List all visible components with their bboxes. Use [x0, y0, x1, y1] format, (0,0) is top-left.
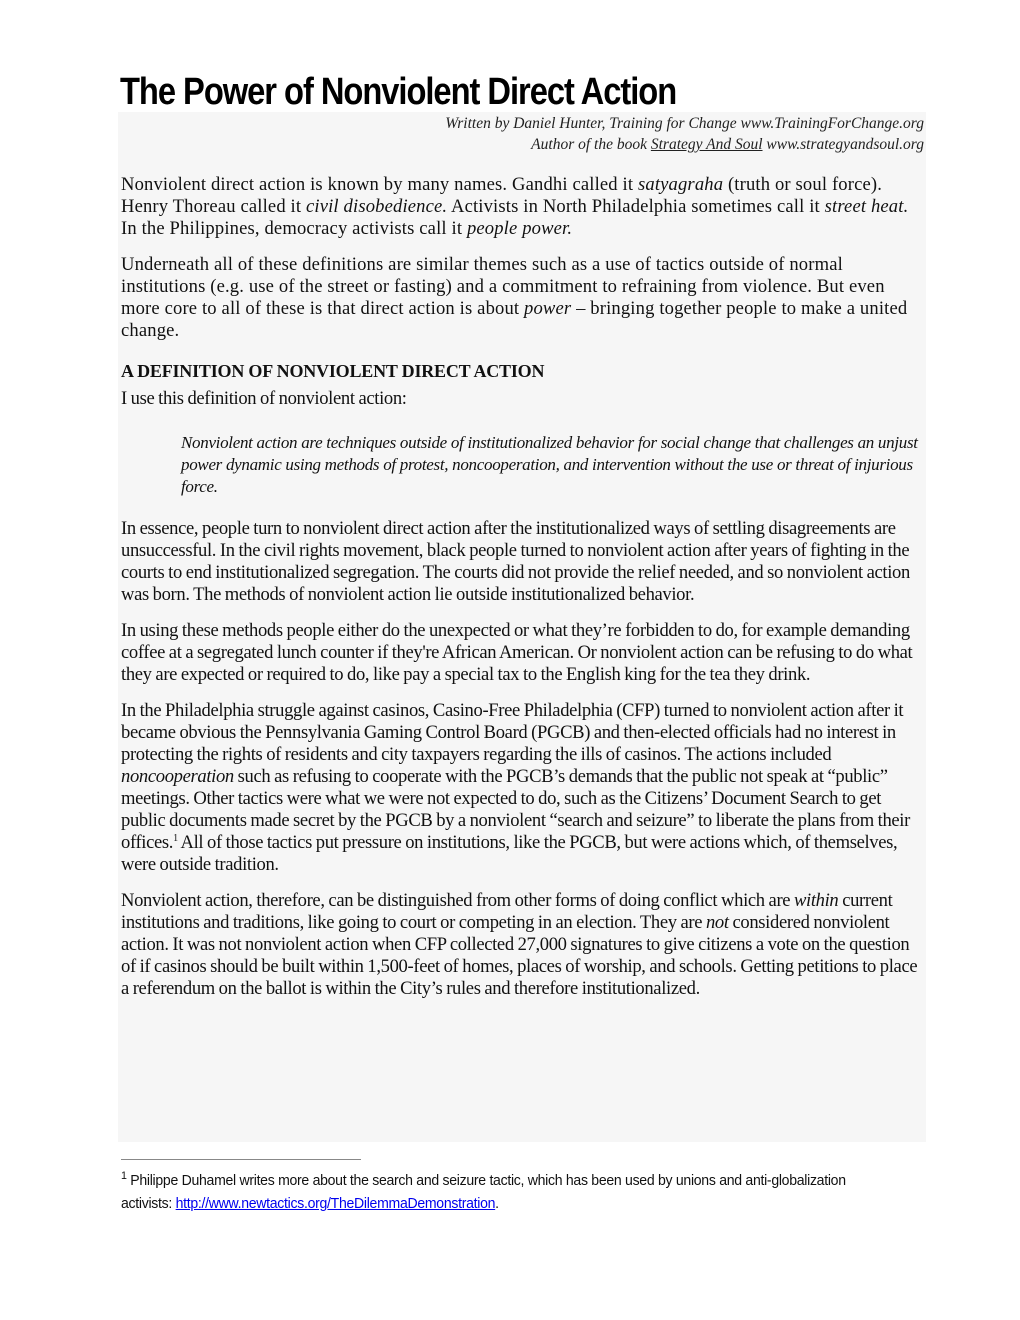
paragraph-essence: In essence, people turn to nonviolent direct action after the institutionalized ways of settling disagreements are unsuccessful. In the civil rights movement, black people turned to nonviolent action after years of fighting in the courts to end institutionalized segregation. The courts did not provide the relief needed, and so nonviolent action was born. The methods of nonviolent action lie outside institutionalized behavior.: [121, 518, 910, 605]
definition-quote: Nonviolent action are techniques outside of institutionalized behavior for social change that challenges an unjust power dynamic using methods of protest, noncooperation, and intervention without the use or threat of injurious force.: [181, 433, 918, 496]
byline: [445, 113, 924, 155]
book-title: Strategy And Soul: [650, 136, 763, 153]
footnote-number: 1: [121, 1170, 127, 1183]
footnote-reference[interactable]: 1: [173, 832, 178, 844]
byline-author: Written by Daniel Hunter, Training for Change www.TrainingForChange.org: [445, 115, 924, 132]
footnote-divider: [121, 1159, 361, 1160]
section-heading: A DEFINITION OF NONVIOLENT DIRECT ACTION: [121, 361, 545, 381]
paragraph-methods: In using these methods people either do the unexpected or what they’re forbidden to do, for example demanding coffee at a segregated lunch counter if they're African American. Or nonviolent action can be refusing to do what they are expected or required to do, like pay a special tax to the English king for the tea they drink.: [121, 620, 913, 685]
paragraph-definition-intro: I use this definition of nonviolent action:: [121, 388, 407, 409]
document-body: [121, 174, 921, 1014]
footnote-link[interactable]: http://www.newtactics.org/TheDilemmaDemonstration: [175, 1196, 496, 1212]
byline-book: Author of the book Strategy And Soul www.strategyandsoul.org: [531, 136, 924, 153]
paragraph-names: Nonviolent direct action is known by many names. Gandhi called it satyagraha (truth or soul force). Henry Thoreau called it civil disobedience. Activists in North Philadelphia sometimes call it street heat. In the Philippines, democracy activists call it people power.: [121, 174, 909, 239]
document-title: The Power of Nonviolent Direct Action: [120, 71, 677, 113]
paragraph-themes: Underneath all of these definitions are similar themes such as a use of tactics outside of normal institutions (e.g. use of the street or fasting) and a commitment to refraining from violence. But even more core to all of these is that direct action is about power – bringing together people to make a united change.: [121, 254, 908, 341]
paragraph-philadelphia: In the Philadelphia struggle against casinos, Casino-Free Philadelphia (CFP) turned to nonviolent action after it became obvious the Pennsylvania Gaming Control Board (PGCB) and then-elected officials had no interest in protecting the rights of residents and city taxpayers regarding the ills of casinos. The actions included noncooperation such as refusing to cooperate with the PGCB’s demands that the public not speak at “public” meetings. Other tactics were what we were not expected to do, such as the Citizens’ Document Search to get public documents made secret by the PGCB by a nonviolent “search and seizure” to liberate the plans from their offices.$^1$ All of those tactics put pressure on institutions, like the PGCB, but were actions which, of themselves, were outside tradition.: [121, 700, 910, 875]
paragraph-distinction: Nonviolent action, therefore, can be distinguished from other forms of doing conflict which are within current institutions and traditions, like going to court or competing in an election. They are not considered nonviolent action. It was not nonviolent action when CFP collected 27,000 signatures to give citizens a vote on the question of if casinos should be built within 1,500-feet of homes, places of worship, and schools. Getting petitions to place a referendum on the ballot is within the City’s rules and therefore institutionalized.: [121, 890, 918, 999]
footnote: $^1$ Philippe Duhamel writes more about the search and seizure tactic, which has been used by unions and anti-globalization activists: http://www.newtactics.org/TheDilemmaDemonstration.: [121, 1170, 846, 1212]
